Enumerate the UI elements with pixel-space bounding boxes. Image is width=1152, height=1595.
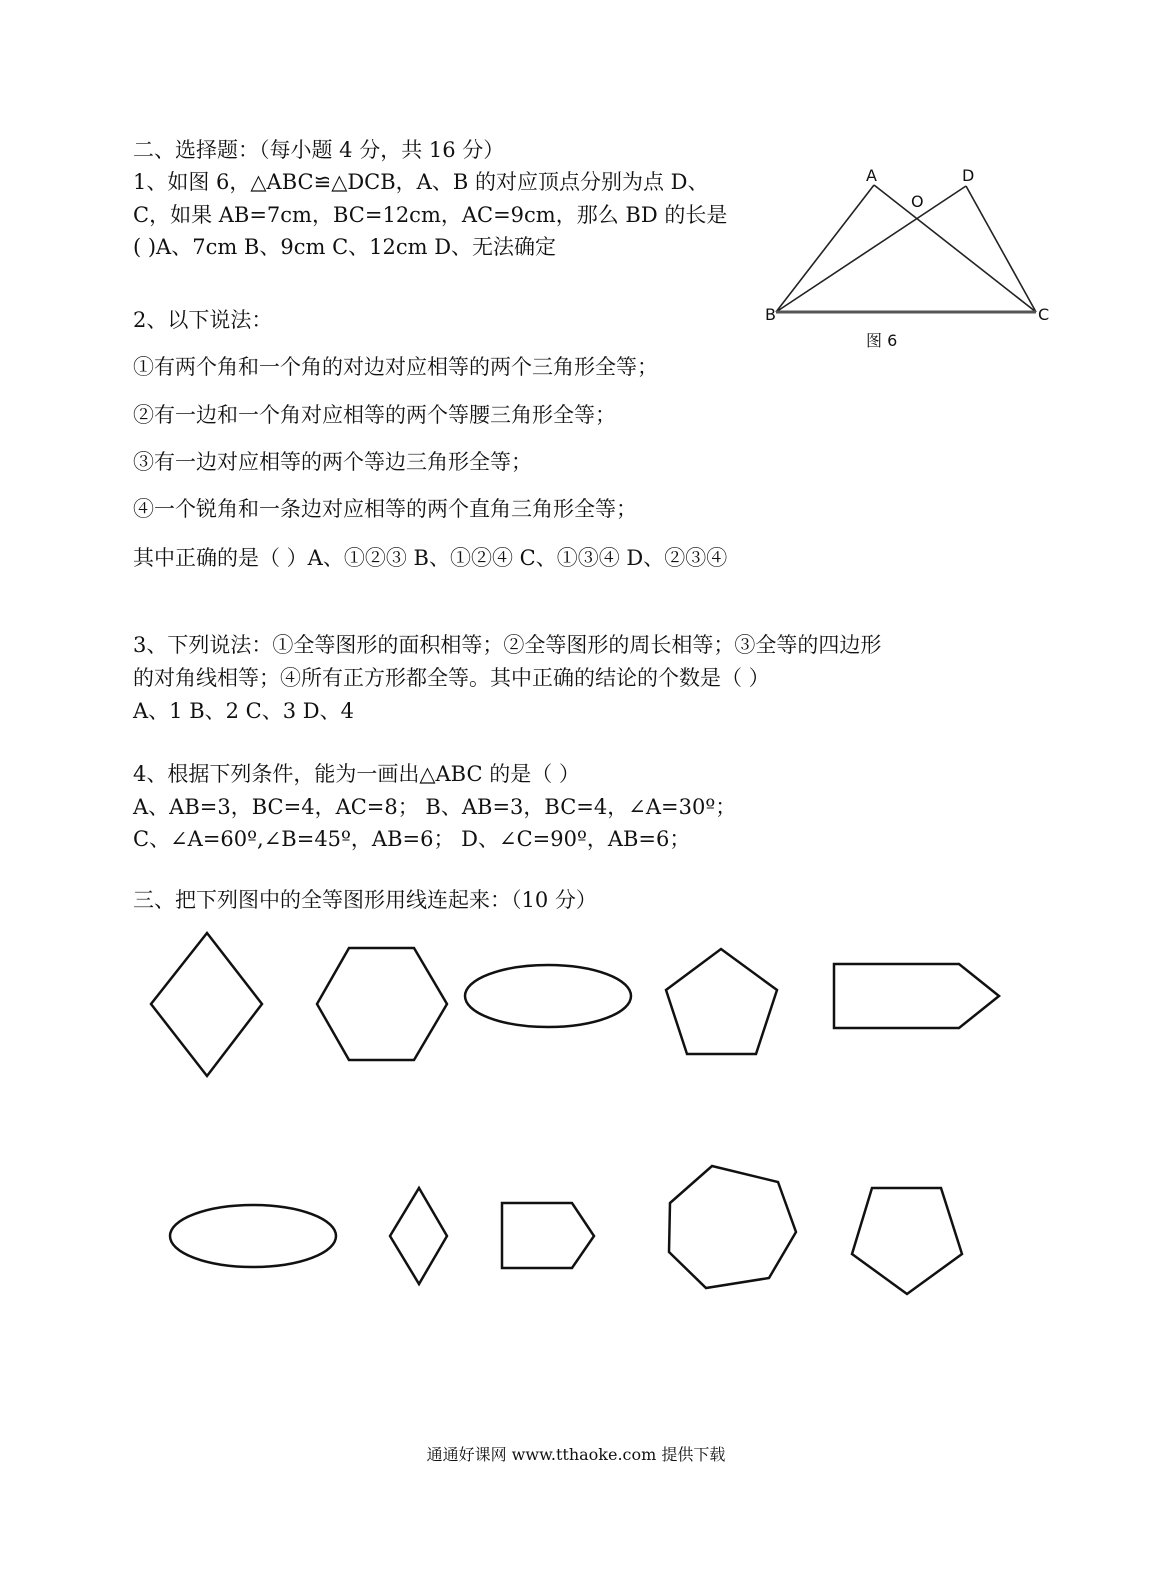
row1-rhombus	[151, 933, 262, 1076]
q1-line3: ( )A、7cm B、9cm C、12cm D、无法确定	[133, 235, 557, 259]
q3-line2: 的对角线相等；④所有正方形都全等。其中正确的结论的个数是（ ）	[133, 666, 770, 690]
fig6-label-C: C	[1038, 305, 1050, 324]
row2-pentagon	[852, 1188, 962, 1294]
q3-options: A、1 B、2 C、3 D、4	[133, 699, 354, 723]
q1-line1: 1、如图 6，△ABC≌△DCB，A、B 的对应顶点分别为点 D、	[133, 170, 709, 194]
fig6-label-O: O	[911, 192, 924, 211]
row1-ellipse	[465, 965, 631, 1027]
row2-heptagon	[669, 1166, 796, 1288]
row2-ellipse	[170, 1205, 336, 1267]
q4-line2: A、AB=3，BC=4，AC=8； B、AB=3，BC=4，∠A=30º；	[133, 795, 737, 819]
fig6-caption: 图 6	[866, 331, 898, 350]
section2-title: 二、选择题：（每小题 4 分，共 16 分）	[133, 138, 505, 162]
row2-rhombus	[390, 1188, 447, 1284]
row2-arrow-pentagon	[502, 1203, 594, 1268]
fig6-label-A: A	[866, 166, 877, 185]
q2-item-2: ②有一边和一个角对应相等的两个等腰三角形全等；	[133, 403, 616, 427]
section3-title: 三、把下列图中的全等图形用线连起来：（10 分）	[133, 888, 597, 912]
row1-hexagon	[317, 948, 447, 1060]
q1-line2: C，如果 AB=7cm，BC=12cm，AC=9cm，那么 BD 的长是	[133, 203, 728, 227]
q2-item-4: ④一个锐角和一条边对应相等的两个直角三角形全等；	[133, 497, 637, 521]
q4-line1: 4、根据下列条件，能为一画出△ABC 的是（ ）	[133, 762, 580, 786]
q2-answer-line: 其中正确的是（ ）A、①②③ B、①②④ C、①③④ D、②③④	[133, 546, 728, 570]
footer-credit: 通通好课网 www.tthaoke.com 提供下载	[426, 1445, 726, 1464]
fig6-label-B: B	[765, 305, 776, 324]
fig6-label-D: D	[962, 166, 975, 185]
q2-item-1: ①有两个角和一个角的对边对应相等的两个三角形全等；	[133, 355, 658, 379]
q3-line1: 3、下列说法：①全等图形的面积相等；②全等图形的周长相等；③全等的四边形	[133, 633, 882, 657]
row1-arrow-pentagon	[834, 964, 999, 1028]
q2-intro: 2、以下说法：	[133, 308, 273, 332]
q4-line3: C、∠A=60º,∠B=45º，AB=6； D、∠C=90º，AB=6；	[133, 827, 691, 851]
row1-pentagon	[666, 949, 777, 1054]
q2-item-3: ③有一边对应相等的两个等边三角形全等；	[133, 450, 532, 474]
